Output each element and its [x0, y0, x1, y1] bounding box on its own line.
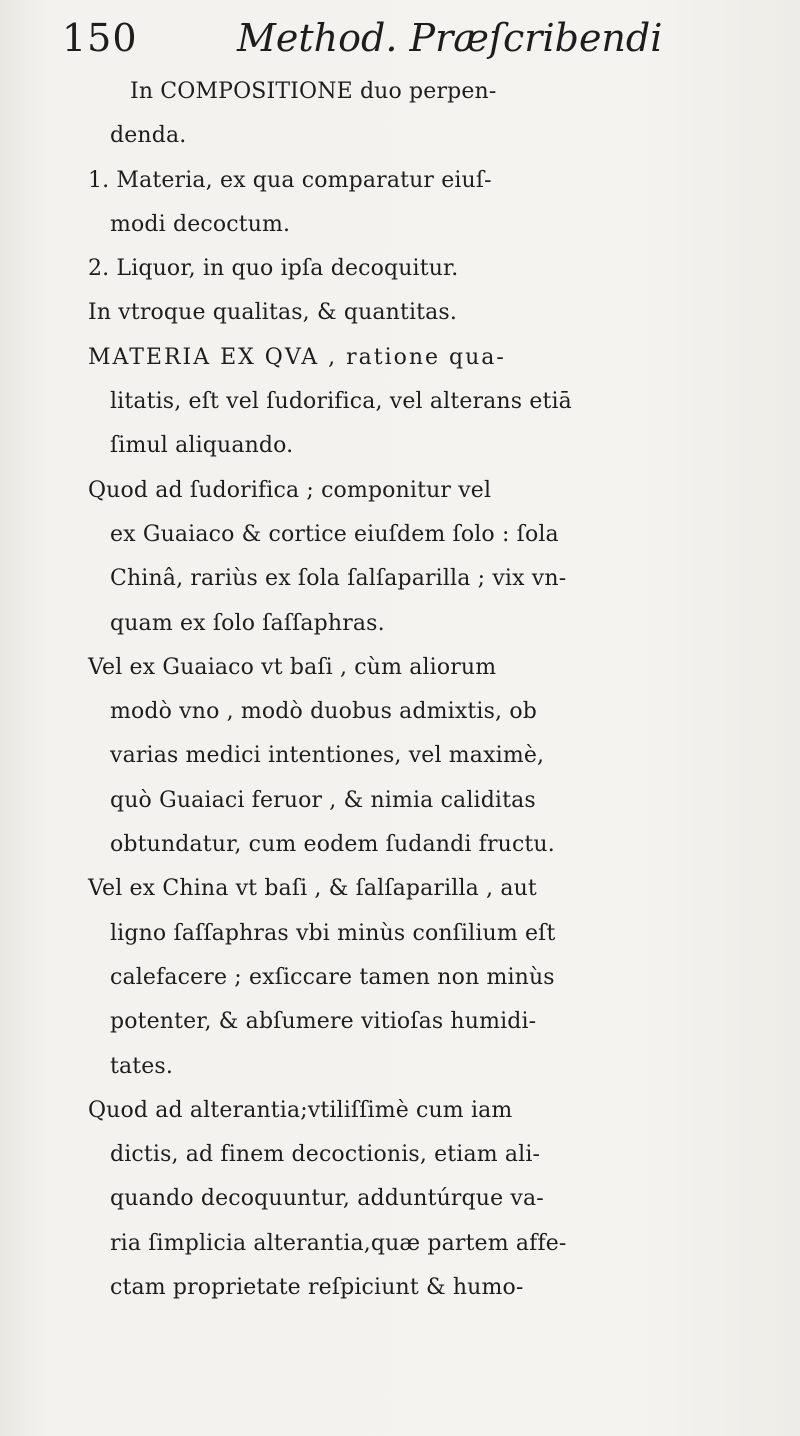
text-line: quam ex ſolo ſaſſaphras. [110, 610, 385, 636]
text-line: calefacere ; exſiccare tamen non minùs [110, 964, 555, 990]
text-line: In COMPOSITIONE duo perpen- [130, 79, 497, 104]
running-title: Method. Præſcribendi [237, 16, 663, 60]
text-line: Vel ex Guaiaco vt baſi , cùm aliorum [88, 654, 497, 680]
text-line: dictis, ad finem decoctionis, etiam ali- [110, 1142, 541, 1168]
text-line: potenter, & abſumere vitioſas humidi- [110, 1009, 537, 1035]
text-line: quando decoquuntur, adduntúrque va- [110, 1186, 544, 1212]
text-line: obtundatur, cum eodem ſudandi fructu. [110, 832, 555, 858]
text-line: varias medici intentiones, vel maximè, [110, 743, 545, 769]
text-line: ria ſimplicia alterantia,quæ partem affe- [110, 1230, 567, 1256]
text-line: litatis, eſt vel ſudorifica, vel alterans etiā [110, 389, 572, 415]
page-header [62, 10, 780, 68]
text-line: Quod ad alterantia;vtiliſſimè cum iam [88, 1097, 513, 1123]
text-line: Quod ad ſudorifica ; componitur vel [88, 477, 492, 503]
text-line: tates. [110, 1053, 174, 1079]
text-line: MATERIA EX QVA , ratione qua- [88, 344, 506, 370]
text-line: quò Guaiaci feruor , & nimia caliditas [110, 787, 536, 813]
text-line: In vtroque qualitas, & quantitas. [88, 300, 458, 326]
text-line: ſimul aliquando. [110, 433, 294, 459]
text-line: ex Guaiaco & cortice eiuſdem ſolo : ſola [110, 521, 559, 547]
text-line: modò vno , modò duobus admixtis, ob [110, 699, 537, 725]
text-line: ctam proprietate reſpiciunt & humo- [110, 1275, 524, 1301]
text-line: 2. Liquor, in quo ipſa decoquitur. [88, 256, 459, 282]
text-line: 1. Materia, ex qua comparatur eiuſ- [88, 167, 492, 193]
text-line: ligno ſaſſaphras vbi minùs conſilium eſt [110, 920, 556, 946]
text-line: modi decoctum. [110, 211, 291, 237]
text-line: Chinâ, rariùs ex ſola ſalſaparilla ; vix vn- [110, 566, 567, 592]
body-text [88, 70, 800, 1310]
text-line: Vel ex China vt baſi , & ſalſaparilla , aut [88, 876, 537, 902]
page-number: 150 [62, 16, 138, 60]
text-line: denda. [110, 123, 187, 149]
